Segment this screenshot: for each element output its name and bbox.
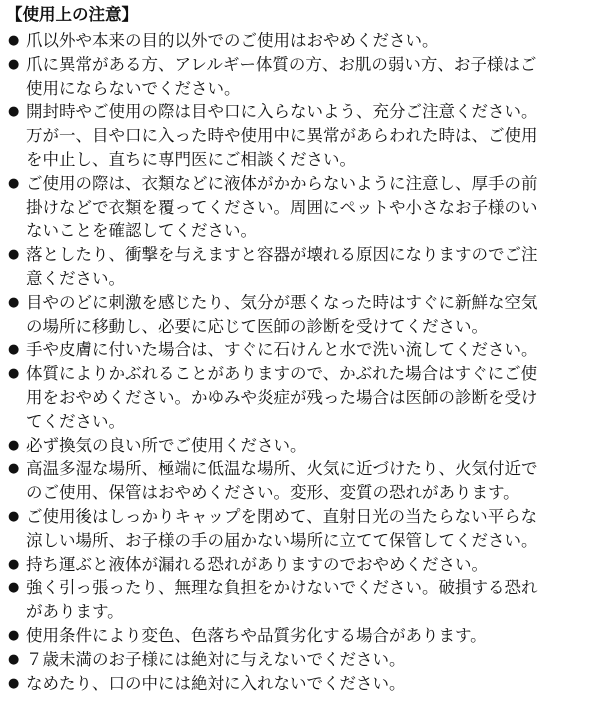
precaution-text-line: 落としたり、衝撃を与えますと容器が壊れる原因になりますのでご注: [26, 245, 538, 265]
precaution-text-line: ないことを確認してください。: [26, 221, 257, 241]
bullet-icon: ●: [8, 461, 20, 477]
precaution-text-line: てください。: [26, 411, 125, 431]
precaution-text-line: 目やのどに刺激を感じたり、気分が悪くなった時はすぐに新鮮な空気: [26, 292, 538, 312]
precaution-text-line: 万が一、目や口に入った時や使用中に異常があらわれた時は、ご使用: [26, 126, 538, 146]
precaution-item: [6, 291, 594, 339]
precaution-text-line: 体質によりかぶれることがありますので、かぶれた場合はすぐにご使: [26, 364, 538, 384]
precaution-item: [6, 243, 594, 291]
precaution-text-line: 必ず換気の良い所でご使用ください。: [26, 435, 307, 455]
bullet-icon: ●: [8, 508, 20, 524]
precaution-text-line: 使用条件により変色、色落ちや品質劣化する場合があります。: [26, 625, 487, 645]
bullet-icon: ●: [8, 294, 20, 310]
bullet-icon: ●: [8, 651, 20, 667]
precaution-item: [6, 553, 594, 577]
precaution-text-line: を中止し、直ちに専門医にご相談ください。: [26, 149, 356, 169]
precaution-text-line: 手や皮膚に付いた場合は、すぐに石けんと水で洗い流してください。: [26, 340, 538, 360]
precaution-item: [6, 434, 594, 458]
precaution-text-line: の場所に移動し、必要に応じて医師の診断を受けてください。: [26, 316, 488, 336]
bullet-icon: ●: [8, 33, 20, 48]
precaution-item: [6, 505, 594, 553]
section-title: 【使用上の注意】: [6, 5, 138, 24]
precaution-item: [6, 624, 594, 648]
bullet-icon: ●: [8, 104, 20, 120]
bullet-icon: ●: [8, 627, 20, 643]
precaution-item: [6, 29, 594, 53]
bullet-icon: ●: [8, 556, 20, 572]
precaution-list: [6, 29, 594, 695]
precaution-text-line: 爪に異常がある方、アレルギー体質の方、お肌の弱い方、お子様はご: [26, 54, 537, 74]
precaution-item: [6, 362, 594, 433]
bullet-icon: ●: [8, 247, 20, 263]
precaution-text-line: 強く引っ張ったり、無理な負担をかけないでください。破損する恐れ: [26, 578, 538, 598]
bullet-icon: ●: [8, 580, 20, 596]
precaution-item: [6, 53, 594, 101]
precaution-text-line: のご使用、保管はおやめください。変形、変質の恐れがあります。: [26, 483, 520, 503]
precaution-text-line: 用をおやめください。かゆみや炎症が残った場合は医師の診断を受け: [26, 387, 538, 407]
bullet-icon: ●: [8, 366, 20, 382]
precaution-item: [6, 100, 594, 171]
bullet-icon: ●: [8, 175, 20, 191]
precaution-item: [6, 457, 594, 505]
precaution-text-line: ご使用後はしっかりキャップを閉めて、直射日光の当たらない平らな: [26, 506, 538, 526]
precaution-text-line: 爪以外や本来の目的以外でのご使用はおやめください。: [26, 31, 439, 50]
precaution-text-line: ご使用の際は、衣類などに液体がかからないように注意し、厚手の前: [26, 173, 538, 193]
precaution-item: [6, 338, 594, 362]
precaution-item: [6, 672, 594, 696]
precaution-text-line: 掛けなどで衣類を覆ってください。周囲にペットや小さなお子様のい: [26, 197, 538, 217]
bullet-icon: ●: [8, 675, 20, 691]
precaution-item: [6, 648, 594, 672]
precaution-text-line: 意ください。: [26, 268, 125, 288]
precaution-item: [6, 172, 594, 243]
precaution-text-line: 高温多湿な場所、極端に低温な場所、火気に近づけたり、火気付近で: [26, 459, 538, 479]
bullet-icon: ●: [8, 56, 20, 72]
precaution-text-line: があります。: [26, 602, 124, 622]
precaution-text-line: 涼しい場所、お子様の手の届かない場所に立てて保管してください。: [26, 530, 538, 550]
precaution-text-line: 持ち運ぶと液体が漏れる恐れがありますのでおやめください。: [26, 554, 488, 574]
bullet-icon: ●: [8, 342, 20, 358]
precaution-text-line: なめたり、口の中には絶対に入れないでください。: [26, 673, 406, 693]
precaution-text-line: 開封時やご使用の際は目や口に入らないよう、充分ご注意ください。: [26, 102, 538, 122]
precaution-text-line: ７歳未満のお子様には絶対に与えないでください。: [26, 649, 406, 669]
precaution-item: [6, 576, 594, 624]
bullet-icon: ●: [8, 437, 20, 453]
precaution-text-line: 使用にならないでください。: [26, 78, 241, 98]
